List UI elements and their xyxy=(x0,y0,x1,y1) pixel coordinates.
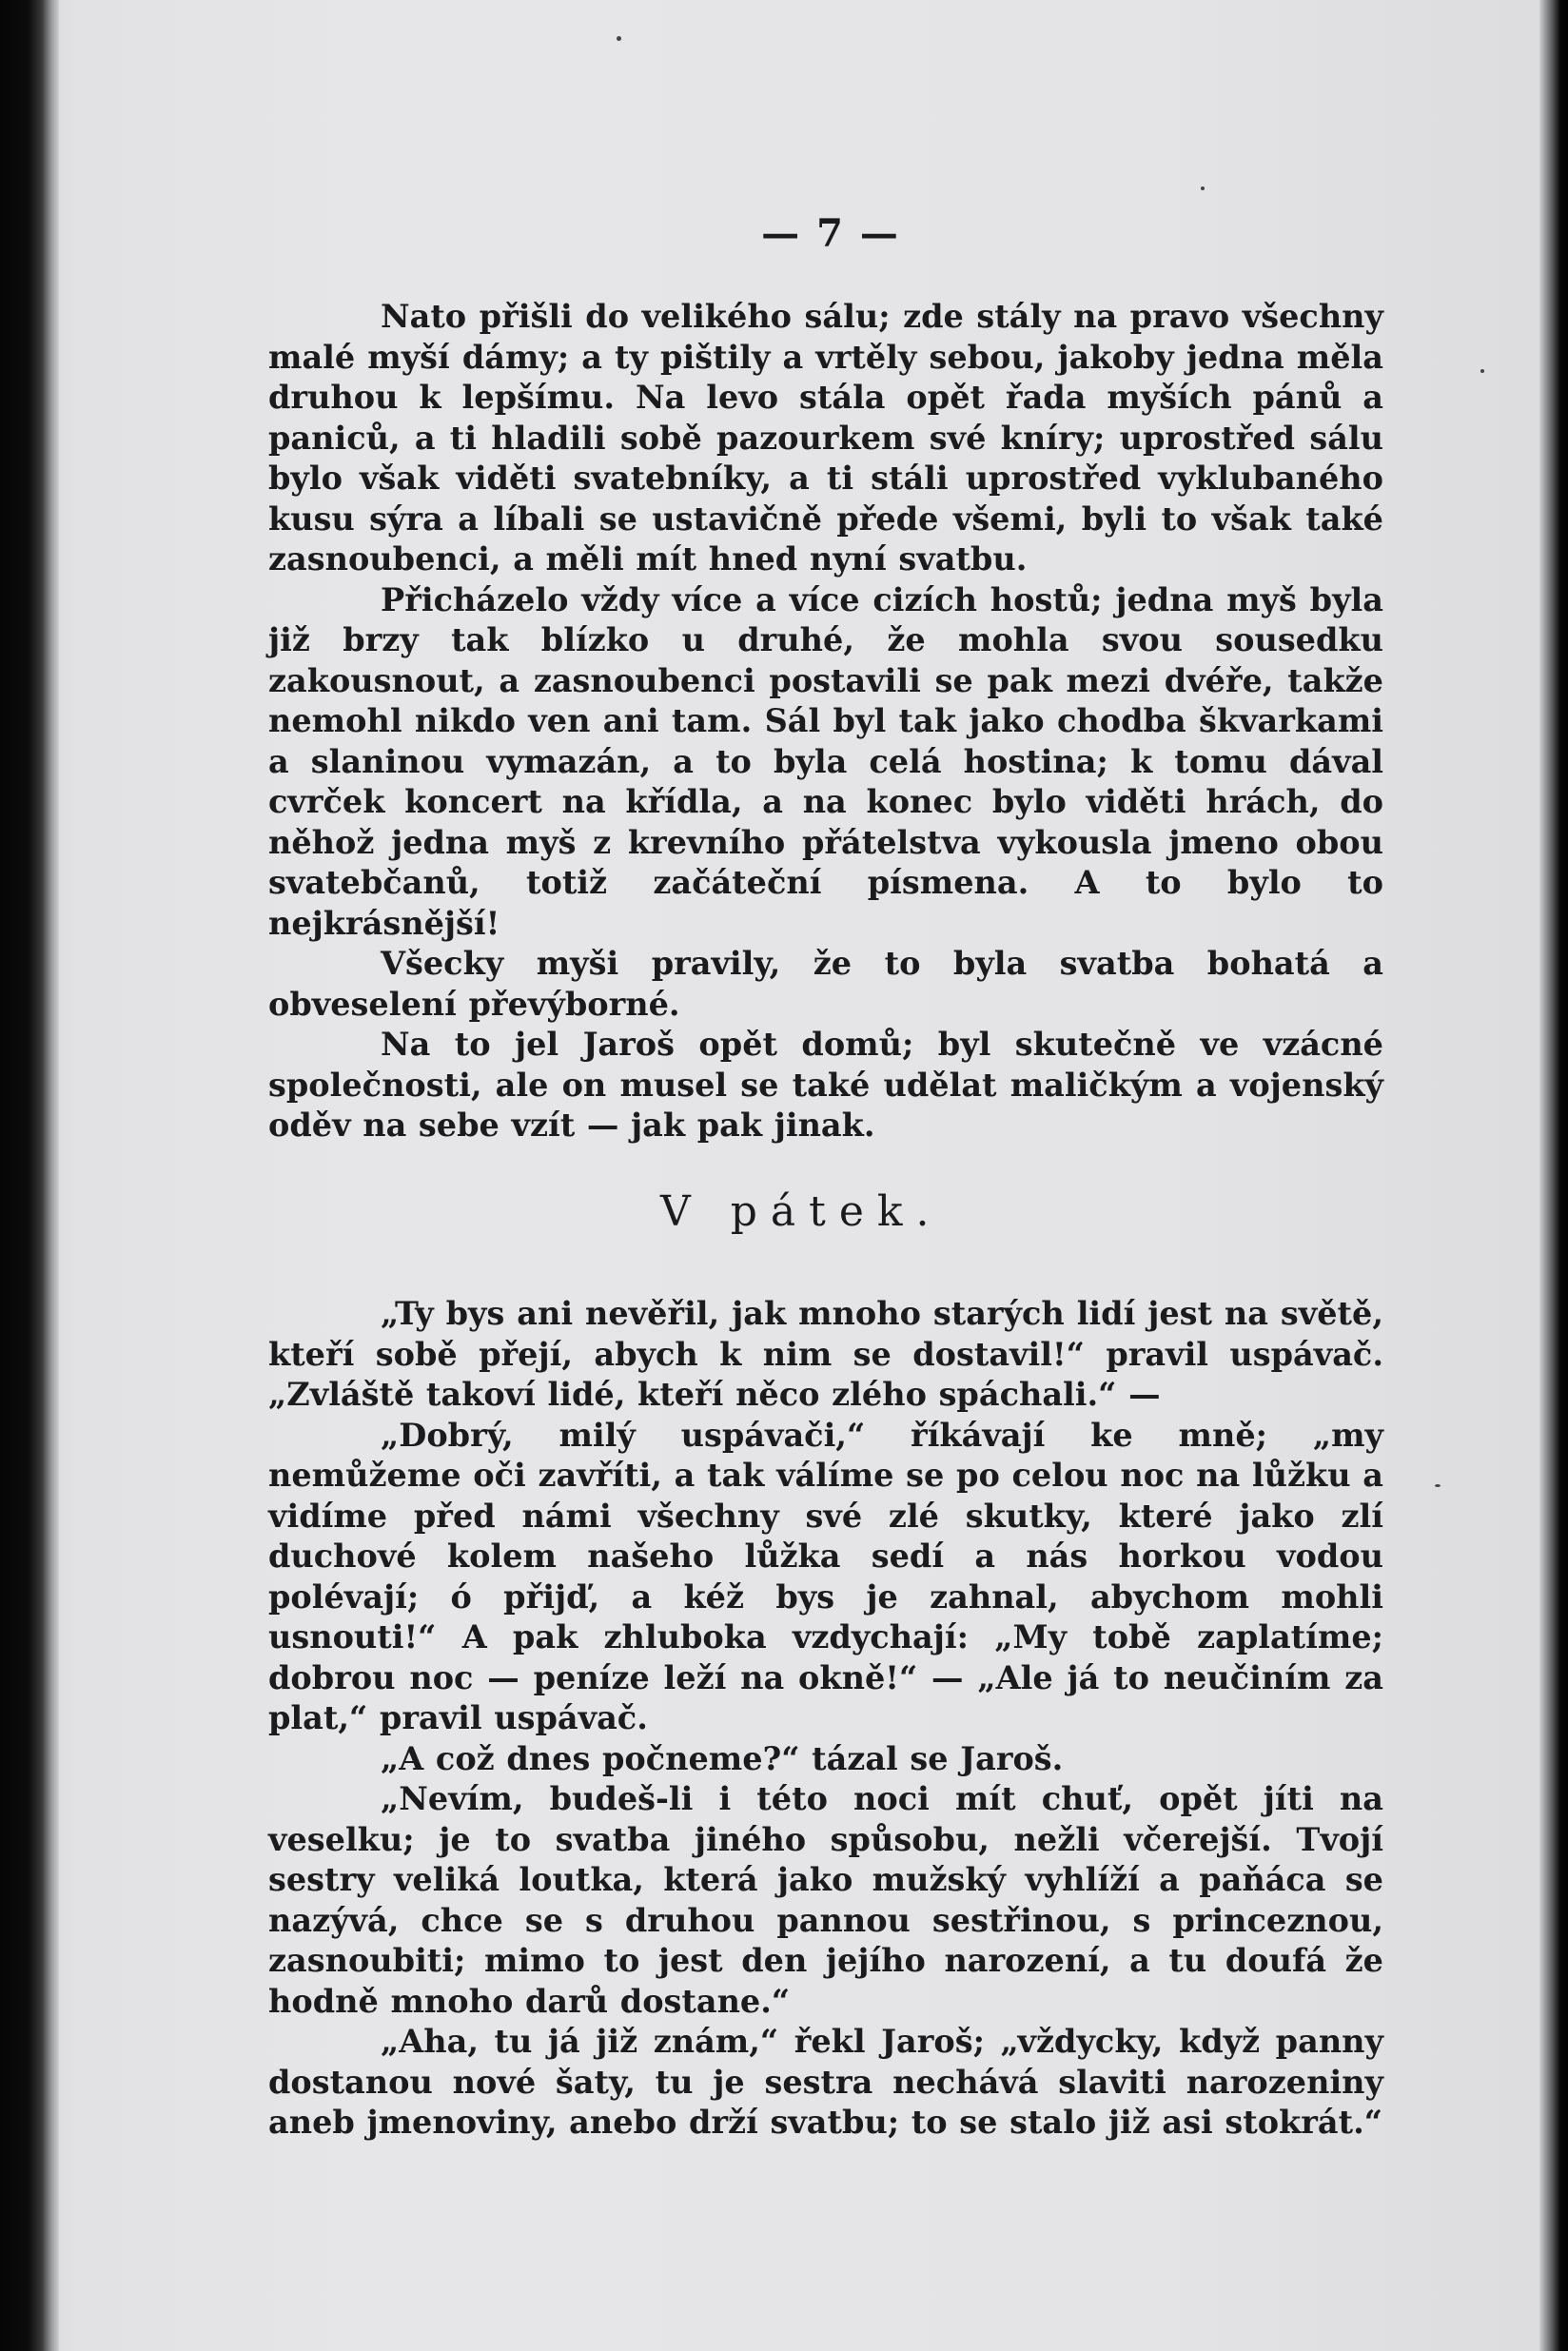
page-number: — 7 — xyxy=(761,211,900,256)
page-edge-shadow xyxy=(1539,0,1568,2351)
section-1-text xyxy=(268,297,1383,1146)
chapter-heading: V pátek. xyxy=(660,1187,943,1236)
paragraph: „Aha, tu já již znám,“ řekl Jaroš; „vždycky, když panny dostanou nové šaty, tu je sestra nechává slaviti narozeniny aneb jmenoviny, anebo drží svatbu; to se stalo již asi stokrát.“ xyxy=(268,2023,1383,2141)
paragraph: „A což dnes počneme?“ tázal se Jaroš. xyxy=(381,1739,1064,1777)
paragraph: „Nevím, budeš-li i této noci mít chuť, opět jíti na veselku; je to svatba jiného spůsobu, nežli včerejší. Tvojí sestry veliká loutka, která jako mužský vyhlíží a paňáca se nazývá, chce se s druhou pannou sestřinou, s princeznou, zasnoubiti; mimo to jest den jejího narození, a tu doufá že hodně mnoho darů dostane.“ xyxy=(268,1780,1383,2020)
paragraph: Na to jel Jaroš opět domů; byl skutečně ve vzácné společnosti, ale on musel se také udělat maličkým a vojenský oděv na sebe vzít — jak pak jinak. xyxy=(268,1026,1383,1144)
paragraph: „Ty bys ani nevěřil, jak mnoho starých lidí jest na světě, kteří sobě přejí, abych k nim se dostavil!“ pravil uspávač. „Zvláště takoví lidé, kteří něco zlého spáchali.“ — xyxy=(268,1295,1383,1413)
paragraph: Přicházelo vždy více a více cizích hostů; jedna myš byla již brzy tak blízko u druhé, že mohla svou sousedku zakousnout, a zasnoubenci postavili se pak mezi dvéře, takže nemohl nikdo ven ani tam. Sál byl tak jako chodba škvarkami a slaninou vymazán, a to byla celá hostina; k tomu dával cvrček koncert na křídla, a na konec bylo viděti hrách, do něhož jedna myš z krevního přátelstva vykousla jmeno obou svatebčanů, totiž začáteční písmena. A to bylo to nejkrásnější! xyxy=(268,580,1383,942)
paragraph: Všecky myši pravily, že to byla svatba bohatá a obveselení převýborné. xyxy=(268,945,1383,1023)
paragraph: Nato přišli do velikého sálu; zde stály na pravo všechny malé myší dámy; a ty pištily a vrtěly sebou, jakoby jedna měla druhou k lepšímu. Na levo stála opět řada myších pánů a paniců, a ti hladili sobě pazourkem své kníry; uprostřed sálu bylo však viděti svatebníky, a ti stáli uprostřed vyklubaného kusu sýra a líbali se ustavičně přede všemi, byli to však také zasnoubenci, a měli mít hned nyní svatbu. xyxy=(268,298,1383,578)
paragraph: „Dobrý, milý uspávači,“ říkávají ke mně; „my nemůžeme oči zavříti, a tak válíme se po celou noc na lůžku a vidíme před námi všechny své zlé skutky, které jako zlí duchové kolem našeho lůžka sedí a nás horkou vodou polévají; ó přijď, a kéž bys je zahnal, abychom mohli usnouti!“ A pak zhluboka vzdychají: „My tobě zaplatíme; dobrou noc — peníze leží na okně!“ — „Ale já to neučiním za plat,“ pravil uspávač. xyxy=(268,1416,1383,1736)
paper-speck xyxy=(1480,369,1484,373)
paper-speck xyxy=(1435,1484,1441,1487)
paper-speck xyxy=(1201,186,1205,190)
paper-speck xyxy=(617,36,621,41)
binding-shadow xyxy=(0,0,59,2351)
section-2-text xyxy=(268,1294,1383,2144)
